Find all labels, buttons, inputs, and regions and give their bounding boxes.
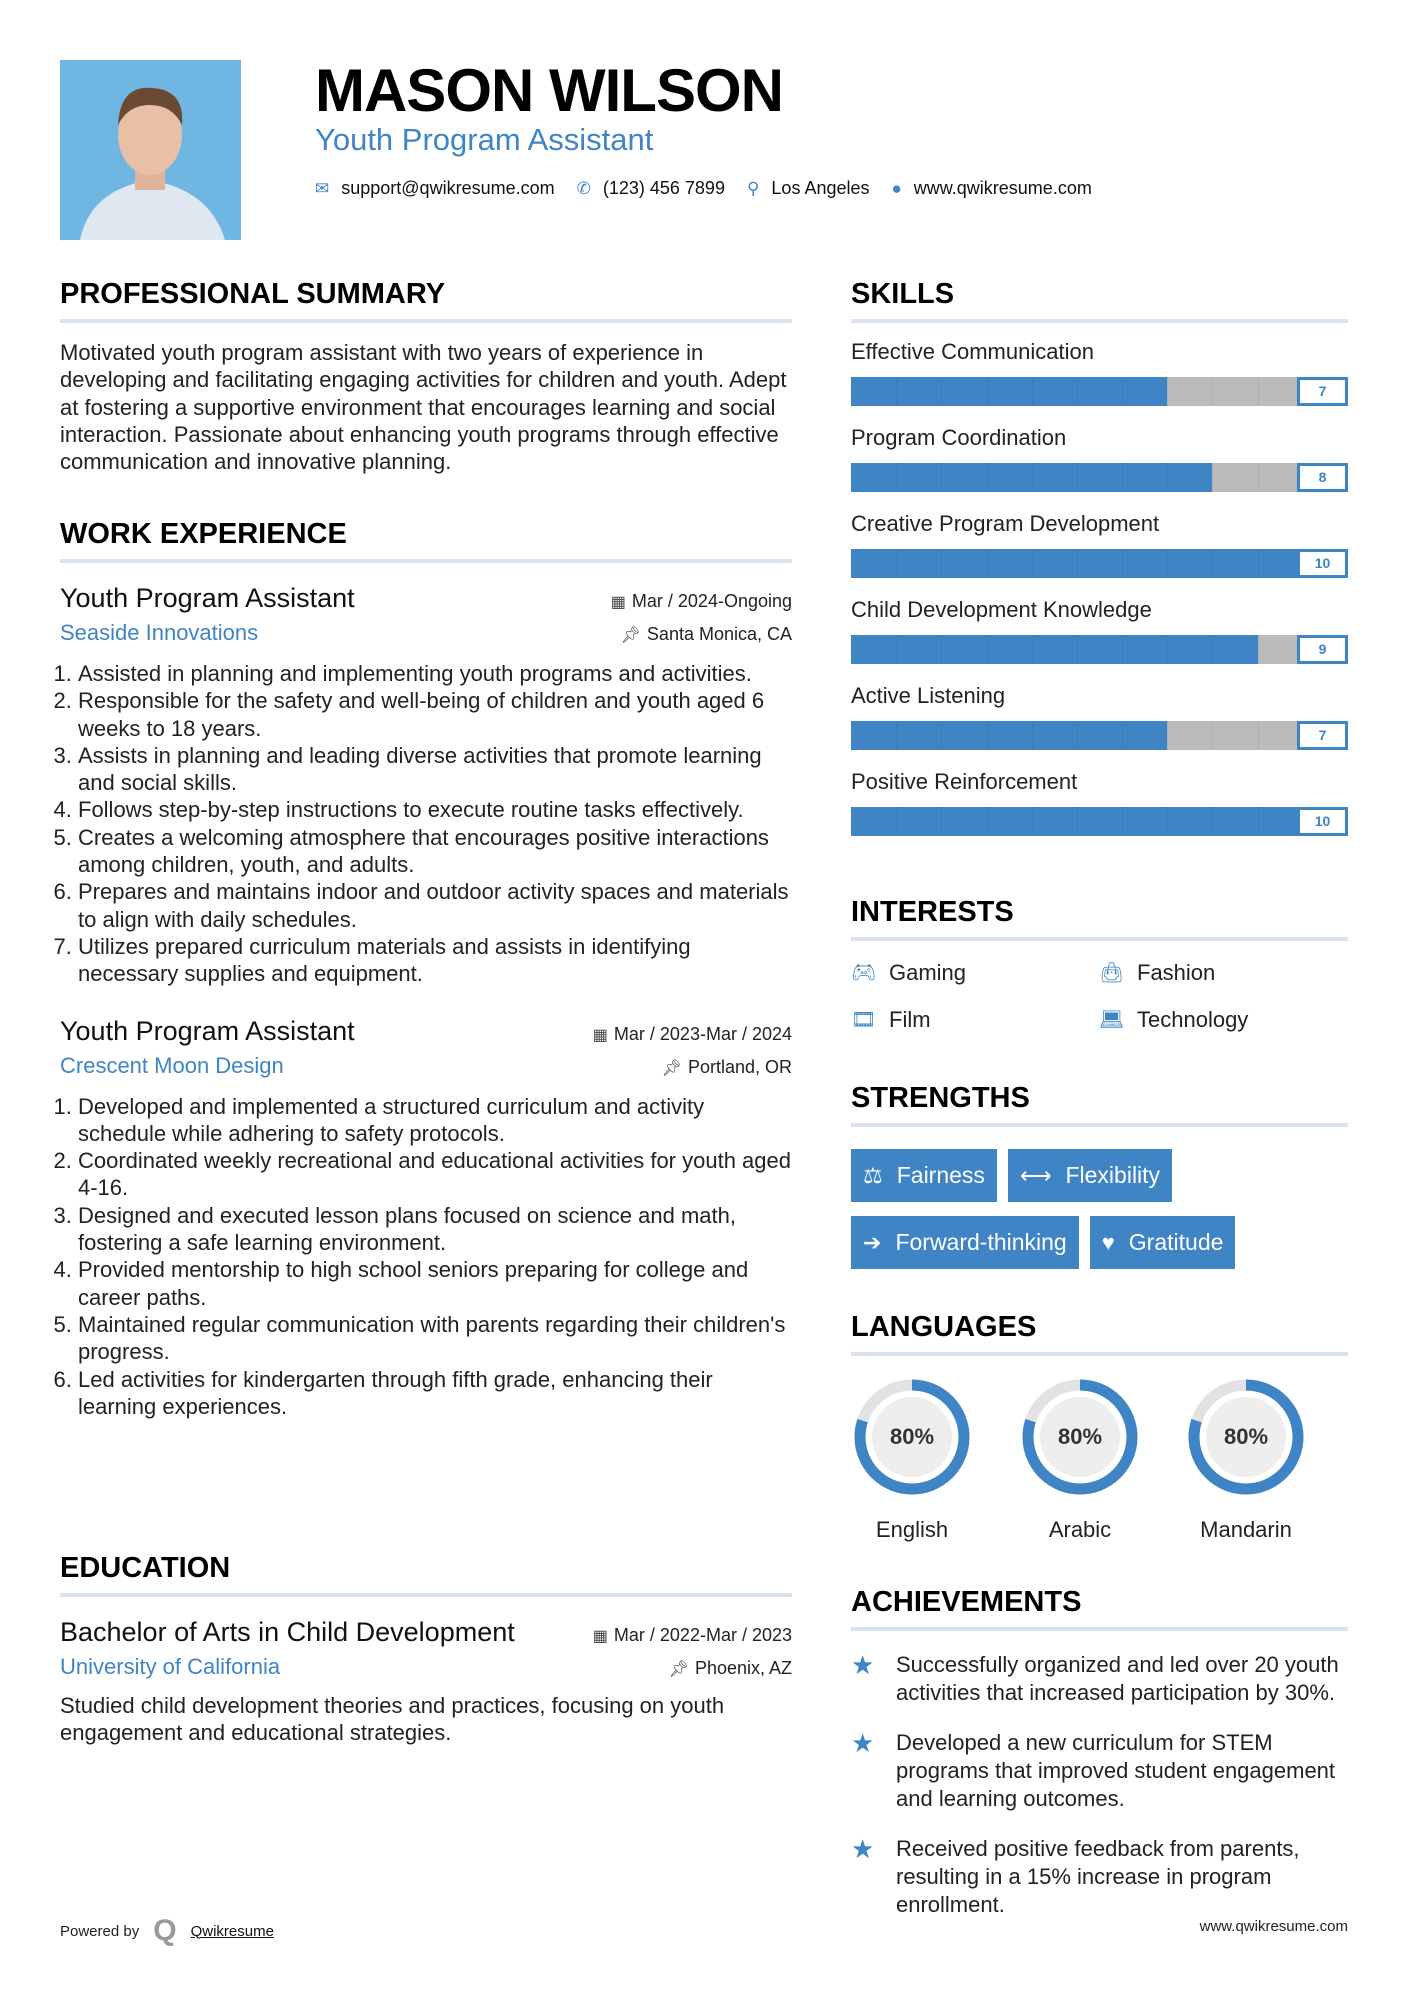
- strengths-section: [851, 1082, 1348, 1283]
- interests-section: [851, 896, 1348, 1043]
- list-item: 4. Follows step-by-step instructions to execute routine tasks effectively.: [78, 796, 792, 823]
- skill-bar-divider: [896, 807, 897, 836]
- skill-bar-divider: [1077, 721, 1078, 750]
- skill-bar-divider: [987, 807, 988, 836]
- skill-bar-divider: [987, 463, 988, 492]
- job-duties: [60, 660, 792, 988]
- skill-bar-divider: [896, 463, 897, 492]
- skill-bar-divider: [1212, 377, 1213, 406]
- experience-section: [60, 518, 792, 1420]
- language-name: Mandarin: [1200, 1517, 1292, 1542]
- strength-label: Gratitude: [1128, 1229, 1224, 1255]
- language-item: [1019, 1376, 1141, 1543]
- skill-bar-divider: [896, 635, 897, 664]
- skill-bar-divider: [941, 463, 942, 492]
- skill-bar-divider: [987, 721, 988, 750]
- skill-bar-fill: [851, 635, 1258, 664]
- job-duties: [60, 1093, 792, 1421]
- skill-bar-divider: [941, 549, 942, 578]
- profile-photo: [60, 60, 241, 240]
- skill-bar-divider: [1077, 635, 1078, 664]
- interest-item: [1099, 996, 1348, 1043]
- phone-icon: ✆: [576, 178, 591, 198]
- calendar-icon: ▦: [610, 594, 626, 611]
- section-heading: SKILLS: [851, 278, 1348, 323]
- skill-label: Child Development Knowledge: [851, 597, 1152, 622]
- skill-bar-divider: [1167, 635, 1168, 664]
- skill-bar-divider: [1167, 807, 1168, 836]
- interest-item: [1099, 949, 1348, 996]
- list-item: 3. Assists in planning and leading diverse activities that promote learning and social skills.: [78, 742, 792, 797]
- education-section: [60, 1552, 792, 1747]
- skill-bar-divider: [941, 635, 942, 664]
- skill-bar-divider: [896, 549, 897, 578]
- company-name[interactable]: Seaside Innovations: [60, 620, 259, 645]
- skill-bar-divider: [1212, 807, 1213, 836]
- skill-bar-divider: [1122, 721, 1123, 750]
- skill-bar-divider: [1122, 549, 1123, 578]
- contact-phone: (123) 456 7899: [602, 178, 725, 198]
- skill-bar-divider: [1258, 635, 1259, 664]
- achievement-item: [851, 1835, 1348, 1919]
- footer-website[interactable]: www.qwikresume.com: [1199, 1918, 1348, 1935]
- interest-label: Fashion: [1137, 959, 1216, 985]
- job-location: Santa Monica, CA: [646, 624, 792, 644]
- list-item: 6. Prepares and maintains indoor and outdoor activity spaces and materials to align with daily schedules.: [78, 878, 792, 933]
- skill-bar-divider: [941, 807, 942, 836]
- list-item: 2. Responsible for the safety and well-being of children and youth aged 6 weeks to 18 years.: [78, 687, 792, 742]
- education-location: Phoenix, AZ: [694, 1658, 792, 1678]
- map-marker-icon: ⚲: [746, 178, 760, 198]
- skill-value: 8: [1297, 463, 1348, 492]
- contact-location: Los Angeles: [771, 178, 870, 198]
- skill-bar-divider: [1212, 549, 1213, 578]
- skill-bar-divider: [1212, 721, 1213, 750]
- skill-bar: [851, 377, 1348, 406]
- skill-bar-divider: [987, 377, 988, 406]
- list-item: 5. Creates a welcoming atmosphere that encourages positive interactions among children, youth, and adults.: [78, 824, 792, 879]
- job-date: Mar / 2024-Ongoing: [631, 591, 792, 611]
- skill-bar-divider: [1167, 721, 1168, 750]
- skill-bar-divider: [1032, 377, 1033, 406]
- skills-section: [851, 278, 1348, 855]
- skill-bar-divider: [1032, 635, 1033, 664]
- skill-bar: [851, 721, 1348, 750]
- section-heading: LANGUAGES: [851, 1311, 1348, 1356]
- pin-icon: 📌︎: [620, 627, 641, 644]
- language-name: Arabic: [1048, 1517, 1112, 1542]
- heart-icon: ♥: [1101, 1229, 1115, 1255]
- list-item: 5. Maintained regular communication with parents regarding their children's progress.: [78, 1311, 792, 1366]
- language-item: [851, 1376, 973, 1543]
- strength-label: Forward-thinking: [895, 1229, 1067, 1255]
- contact-bar: [315, 178, 1092, 199]
- languages-section: [851, 1311, 1348, 1561]
- skill-bar-divider: [1122, 463, 1123, 492]
- skill-bar-divider: [1258, 377, 1259, 406]
- skill-bar: [851, 807, 1348, 836]
- skill-bar-divider: [1258, 721, 1259, 750]
- brand-link[interactable]: Qwikresume: [190, 1922, 274, 1940]
- skill-bar-divider: [1032, 721, 1033, 750]
- skill-bar: [851, 635, 1348, 664]
- calendar-icon: ▦: [592, 1026, 608, 1044]
- job-entry: [60, 583, 792, 988]
- candidate-title: Youth Program Assistant: [315, 122, 654, 157]
- skill-value: 7: [1297, 721, 1348, 750]
- language-item: [1185, 1376, 1307, 1543]
- skill-bar-divider: [987, 549, 988, 578]
- strength-label: Fairness: [896, 1162, 985, 1188]
- strength-tag: [1090, 1216, 1236, 1269]
- skill-value: 7: [1297, 377, 1348, 406]
- language-percent: 80%: [1223, 1424, 1269, 1449]
- shopping-bag-icon: 👜︎: [1099, 962, 1125, 984]
- skill-label: Program Coordination: [851, 425, 1067, 450]
- skills-list: [851, 339, 1348, 836]
- skill-label: Active Listening: [851, 683, 1006, 708]
- skill-label: Creative Program Development: [851, 511, 1160, 536]
- language-percent: 80%: [889, 1424, 935, 1449]
- achievement-item: [851, 1729, 1348, 1813]
- job-location: Portland, OR: [687, 1056, 792, 1077]
- school-name[interactable]: University of California: [60, 1654, 281, 1679]
- skill-bar-divider: [1032, 463, 1033, 492]
- pin-icon: 📌︎: [661, 1059, 682, 1077]
- skill-bar-divider: [1167, 463, 1168, 492]
- interest-label: Film: [889, 1006, 931, 1032]
- skill-bar-fill: [851, 377, 1167, 406]
- achievement-text: Developed a new curriculum for STEM programs that improved student engagement and learning outcomes.: [896, 1730, 1336, 1811]
- list-item: 3. Designed and executed lesson plans focused on science and math, fostering a safe learning environment.: [78, 1202, 792, 1257]
- list-item: 7. Utilizes prepared curriculum materials and assists in identifying necessary supplies and equipment.: [78, 933, 792, 988]
- section-heading: PROFESSIONAL SUMMARY: [60, 278, 792, 323]
- skill-bar: [851, 463, 1348, 492]
- language-name: English: [875, 1517, 949, 1542]
- skill-bar-divider: [1077, 463, 1078, 492]
- skill-bar-divider: [1258, 807, 1259, 836]
- job-entry: [60, 1016, 792, 1421]
- skill-bar-divider: [896, 721, 897, 750]
- skill-label: Positive Reinforcement: [851, 769, 1078, 794]
- section-heading: ACHIEVEMENTS: [851, 1586, 1348, 1631]
- skill-bar-divider: [1167, 377, 1168, 406]
- powered-by-label: Powered by: [60, 1922, 140, 1940]
- skill-bar-divider: [1077, 549, 1078, 578]
- skill-bar-divider: [1212, 463, 1213, 492]
- skill-label: Effective Communication: [851, 339, 1094, 364]
- calendar-icon: ▦: [592, 1628, 608, 1645]
- language-percent: 80%: [1057, 1424, 1103, 1449]
- job-date: Mar / 2023-Mar / 2024: [613, 1023, 792, 1044]
- skill-value: 10: [1297, 807, 1348, 836]
- list-item: 2. Coordinated weekly recreational and educational activities for youth aged 4-16.: [78, 1147, 792, 1202]
- arrows-h-icon: ⟷: [1019, 1162, 1052, 1188]
- company-name[interactable]: Crescent Moon Design: [60, 1052, 284, 1078]
- education-date: Mar / 2022-Mar / 2023: [613, 1625, 792, 1645]
- skill-bar-divider: [1077, 807, 1078, 836]
- star-icon: ★: [851, 1650, 875, 1680]
- qwikresume-logo-icon: Q: [153, 1914, 177, 1947]
- education-text: Studied child development theories and practices, focusing on youth engagement and educational strategies.: [60, 1693, 725, 1746]
- interest-item: [851, 996, 1099, 1043]
- skill-value: 9: [1297, 635, 1348, 664]
- laptop-icon: 💻︎: [1099, 1009, 1125, 1031]
- section-heading: STRENGTHS: [851, 1082, 1348, 1127]
- summary-section: [60, 278, 792, 475]
- achievement-item: [851, 1651, 1348, 1707]
- gamepad-icon: 🎮︎: [851, 962, 877, 984]
- star-icon: ★: [851, 1834, 875, 1864]
- interest-label: Gaming: [889, 959, 967, 985]
- skill-bar-divider: [1258, 463, 1259, 492]
- skill-bar-divider: [896, 377, 897, 406]
- section-heading: WORK EXPERIENCE: [60, 518, 792, 563]
- section-heading: INTERESTS: [851, 896, 1348, 941]
- summary-text: Motivated youth program assistant with two years of experience in developing and facilitating engaging activities for children and youth. Adept at fostering a supportive environment that encourages learning and social interaction. Passionate about enhancing youth programs through effective communication and innovative planning.: [60, 340, 787, 475]
- skill-bar-divider: [987, 635, 988, 664]
- strength-tag: [1008, 1149, 1172, 1202]
- job-title: Youth Program Assistant: [60, 1015, 355, 1046]
- strength-label: Flexibility: [1065, 1162, 1161, 1188]
- powered-by: [60, 1914, 274, 1948]
- globe-icon: ●: [891, 178, 902, 198]
- list-item: 4. Provided mentorship to high school seniors preparing for college and career paths.: [78, 1256, 792, 1311]
- degree-title: Bachelor of Arts in Child Development: [60, 1617, 515, 1647]
- achievement-text: Received positive feedback from parents, resulting in a 15% increase in program enrollment.: [896, 1836, 1300, 1917]
- skill-bar-divider: [1122, 377, 1123, 406]
- list-item: 1. Developed and implemented a structured curriculum and activity schedule while adhering to safety protocols.: [78, 1093, 792, 1148]
- job-title: Youth Program Assistant: [60, 583, 355, 613]
- achievement-text: Successfully organized and led over 20 youth activities that increased participation by 30%.: [896, 1652, 1339, 1705]
- skill-bar-divider: [1258, 549, 1259, 578]
- star-icon: ★: [851, 1728, 875, 1758]
- skill-value: 10: [1297, 549, 1348, 578]
- film-icon: 🎞︎: [851, 1009, 877, 1031]
- skill-bar-divider: [1032, 807, 1033, 836]
- achievements-section: [851, 1586, 1348, 1941]
- pin-icon: 📌︎: [668, 1661, 689, 1678]
- list-item: 1. Assisted in planning and implementing youth programs and activities.: [78, 660, 792, 687]
- contact-website[interactable]: www.qwikresume.com: [913, 178, 1092, 198]
- candidate-name: MASON WILSON: [315, 57, 783, 124]
- skill-bar-divider: [941, 377, 942, 406]
- list-item: 6. Led activities for kindergarten through fifth grade, enhancing their learning experiences.: [78, 1366, 792, 1421]
- section-heading: EDUCATION: [60, 1552, 792, 1597]
- skill-bar-divider: [941, 721, 942, 750]
- skill-bar-divider: [1167, 549, 1168, 578]
- skill-bar-divider: [1122, 807, 1123, 836]
- strength-tag: [851, 1149, 997, 1202]
- strength-tag: [851, 1216, 1079, 1269]
- interest-item: [851, 949, 1099, 996]
- skill-bar-divider: [1122, 635, 1123, 664]
- balance-scale-icon: ⚖: [863, 1162, 883, 1188]
- skill-bar-divider: [1077, 377, 1078, 406]
- skill-bar-divider: [1212, 635, 1213, 664]
- skill-bar: [851, 549, 1348, 578]
- skill-bar-fill: [851, 721, 1167, 750]
- arrow-right-icon: ➔: [863, 1229, 882, 1255]
- skill-bar-divider: [1032, 549, 1033, 578]
- contact-email[interactable]: support@qwikresume.com: [341, 178, 555, 198]
- envelope-icon: ✉: [315, 178, 330, 198]
- interest-label: Technology: [1137, 1006, 1249, 1032]
